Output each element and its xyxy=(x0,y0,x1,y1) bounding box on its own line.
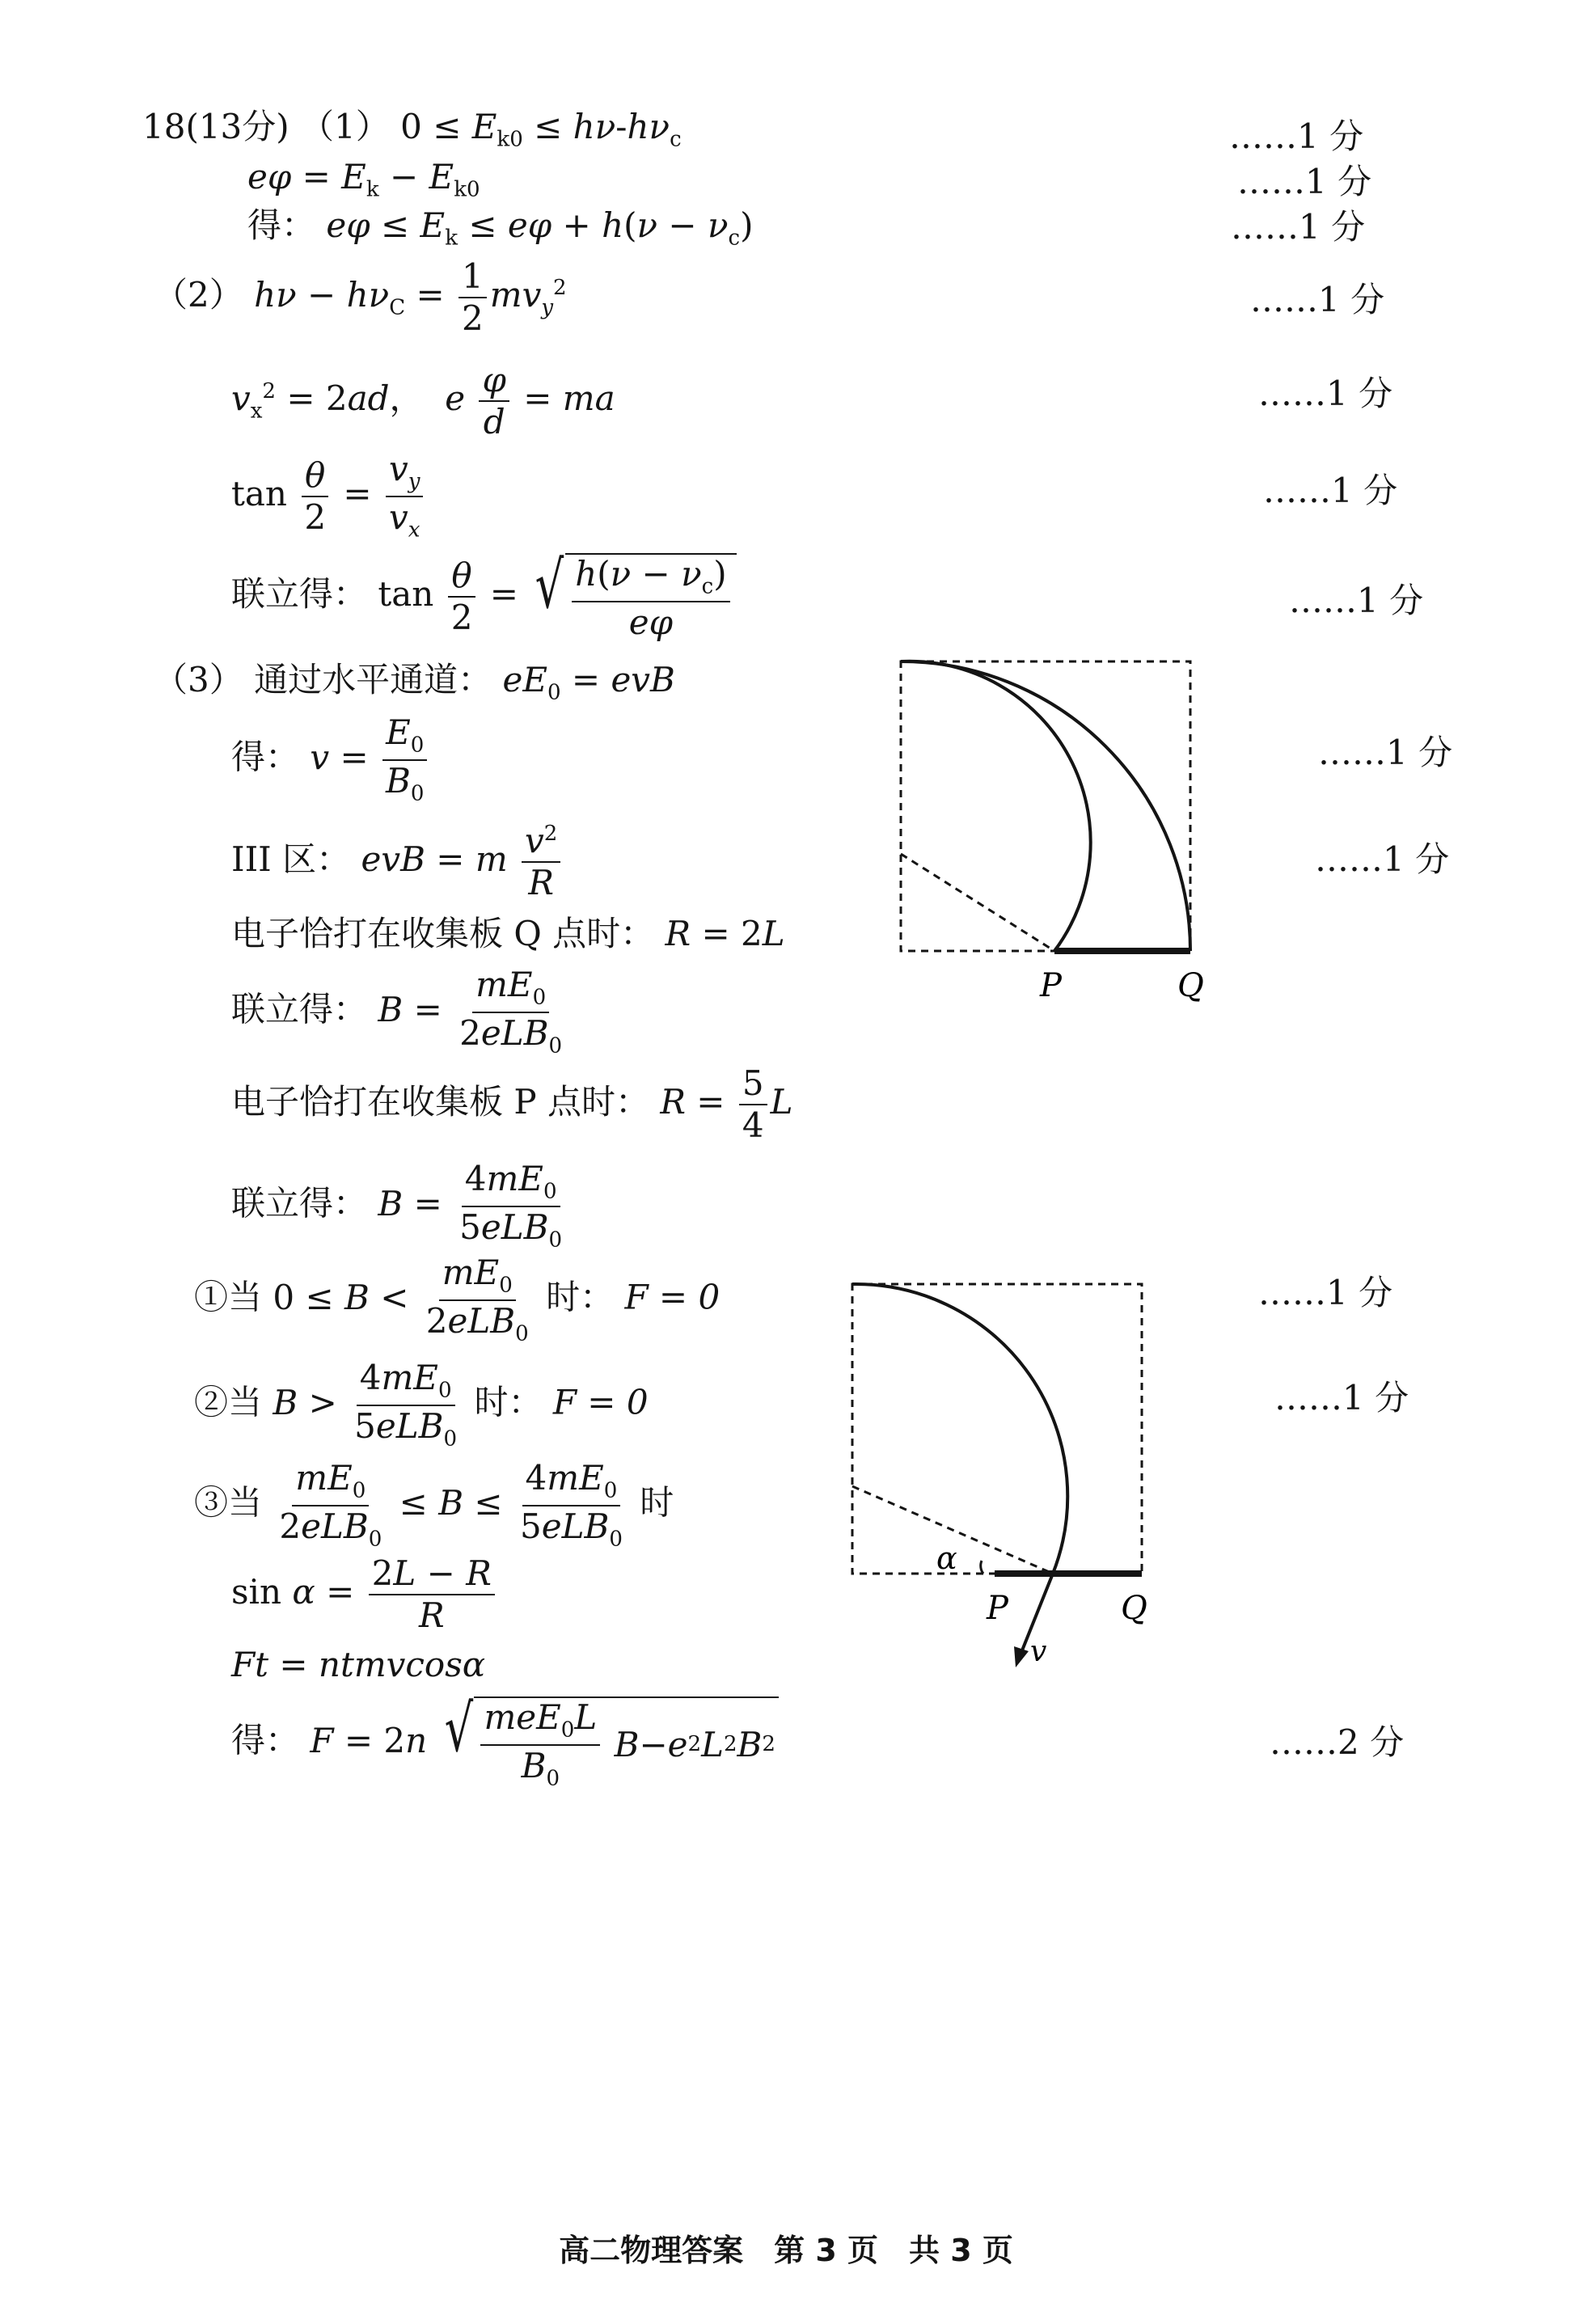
de-label: 得： xyxy=(231,1720,300,1760)
score-7: ……1 分 xyxy=(1289,581,1424,620)
shi-label: 时 xyxy=(640,1482,674,1523)
page-footer: 高二物理答案 第 3 页 共 3 页 xyxy=(559,2233,1013,2268)
part3-line6 xyxy=(231,1063,793,1146)
q-point-label: 电子恰打在收集板 Q 点时： xyxy=(231,914,655,953)
figure-2 xyxy=(841,1270,1181,1674)
part1-label: （1） xyxy=(300,107,390,146)
case1-prefix: ①当 xyxy=(194,1277,263,1317)
trajectory-p xyxy=(901,661,1091,951)
equation: F = 2n √ $\frac{meE_0L}{B_0}$ B − e 2 L 2 B 2 xyxy=(310,1721,779,1760)
equation: 0 ≤ B < $\frac{mE_0}{2eLB_0}$ xyxy=(273,1253,529,1346)
equation: $e\varphi \le E_k \le e\varphi + h(\nu - \nu_c)$ xyxy=(326,205,754,251)
score-5: ……1 分 xyxy=(1258,374,1393,413)
case2-line xyxy=(194,1360,649,1450)
angle-mark xyxy=(981,1561,983,1574)
score-10: ……1 分 xyxy=(1258,1273,1393,1312)
label-v: v xyxy=(1030,1635,1047,1668)
equation: tan $\frac{\theta}{2}$ = $\frac{v_y}{v_x}$ xyxy=(231,474,426,513)
equation: B > $\frac{4mE_0}{5eLB_0}$ xyxy=(273,1358,458,1451)
part2-line1 xyxy=(154,256,567,339)
question-head: 18(13分) xyxy=(142,107,289,146)
part3-line5 xyxy=(231,967,568,1057)
lianli-label: 联立得： xyxy=(231,1183,368,1223)
label-q: Q xyxy=(1121,1590,1147,1627)
score-3: ……1 分 xyxy=(1231,207,1366,247)
equation: $e\varphi = E_k - E_{k0}$ xyxy=(247,157,480,202)
case3-line xyxy=(194,1460,674,1550)
field-region-box xyxy=(852,1284,1142,1574)
f-zero: F = 0 xyxy=(624,1277,720,1317)
score-6: ……1 分 xyxy=(1263,471,1398,510)
case3-prefix: ③当 xyxy=(194,1482,263,1523)
part2-line2 xyxy=(231,362,615,440)
radius-line xyxy=(901,854,1054,951)
f-zero: F = 0 xyxy=(552,1382,649,1422)
equation: v = $\frac{E_0}{B_0}$ xyxy=(310,737,430,777)
trajectory-arc xyxy=(852,1284,1067,1574)
momentum-line xyxy=(231,1646,485,1684)
score-9: ……1 分 xyxy=(1315,839,1450,879)
part2-line3 xyxy=(231,451,426,541)
lianli-label: 联立得： xyxy=(231,989,368,1029)
score-4: ……1 分 xyxy=(1250,280,1385,319)
de-label: 得： xyxy=(231,737,300,777)
lianli-label: 联立得： xyxy=(231,573,368,614)
shi-label: 时： xyxy=(474,1382,543,1422)
label-p: P xyxy=(1040,967,1062,1004)
part1-line1 xyxy=(142,108,682,151)
equation: sin α = $\frac{2L - R}{R}$ xyxy=(231,1572,498,1612)
momentum-equation: Ft = ntmvcosα xyxy=(231,1645,486,1684)
equation: B = $\frac{4mE_0}{5eLB_0}$ xyxy=(378,1159,563,1253)
equation: $0 \le E_{k0} \le h\nu-h\nu_c$ xyxy=(400,107,682,152)
score-11: ……1 分 xyxy=(1274,1378,1409,1418)
part3-line2 xyxy=(231,712,430,806)
shi-label: 时： xyxy=(546,1277,615,1317)
equation: $v_x^2 = 2ad$， e $\frac{\varphi}{d}$ = ma xyxy=(231,360,615,442)
equation: tan $\frac{\theta}{2}$ = √ $\frac{h(\nu - \nu_c)}{e\varphi}$ xyxy=(378,574,736,614)
figure-1 xyxy=(890,647,1213,1019)
part3-line7 xyxy=(231,1161,568,1251)
part2-label: （2） xyxy=(154,275,243,315)
equation: $h\nu - h\nu_C$ = $\frac{1}{2}$ $mv_y^2$ xyxy=(254,256,567,339)
label-p: P xyxy=(987,1590,1008,1627)
de-label: 得： xyxy=(247,205,316,245)
p-point-label: 电子恰打在收集板 P 点时： xyxy=(231,1082,649,1122)
part3-line3 xyxy=(231,823,564,901)
field-region-box xyxy=(901,661,1190,951)
case1-line xyxy=(194,1255,720,1345)
part3-line1 xyxy=(154,661,675,704)
score-12: ……2 分 xyxy=(1270,1722,1405,1762)
equation: evB = m $\frac{v^2}{R}$ xyxy=(361,839,564,879)
equation: B = $\frac{mE_0}{2eLB_0}$ xyxy=(378,965,563,1058)
final-line xyxy=(231,1691,779,1791)
part3-line4 xyxy=(231,915,785,953)
equation: $\frac{mE_0}{2eLB_0}$ ≤ B ≤ $\frac{4mE_0}{5eLB_0}$ xyxy=(279,1458,623,1552)
score-1: ……1 分 xyxy=(1229,116,1364,156)
case2-prefix: ②当 xyxy=(194,1382,263,1422)
part3-label: （3） xyxy=(154,660,243,699)
part1-line2 xyxy=(247,158,480,201)
velocity-arrowhead xyxy=(1014,1646,1029,1667)
label-alpha: α xyxy=(936,1540,957,1576)
label-q: Q xyxy=(1177,967,1204,1004)
region3-label: III 区： xyxy=(231,839,351,880)
equation: R = 2L xyxy=(665,914,785,953)
sin-alpha-line xyxy=(231,1553,498,1636)
part2-line4 xyxy=(231,547,737,642)
score-8: ……1 分 xyxy=(1318,733,1453,772)
equation: R = $\frac{5}{4}$ L xyxy=(660,1063,793,1146)
part1-line3 xyxy=(247,207,754,250)
equation: $eE_0$ = evB xyxy=(502,660,675,705)
trajectory-q xyxy=(901,661,1190,951)
score-2: ……1 分 xyxy=(1237,162,1372,201)
pass-label: 通过水平通道： xyxy=(254,660,492,699)
